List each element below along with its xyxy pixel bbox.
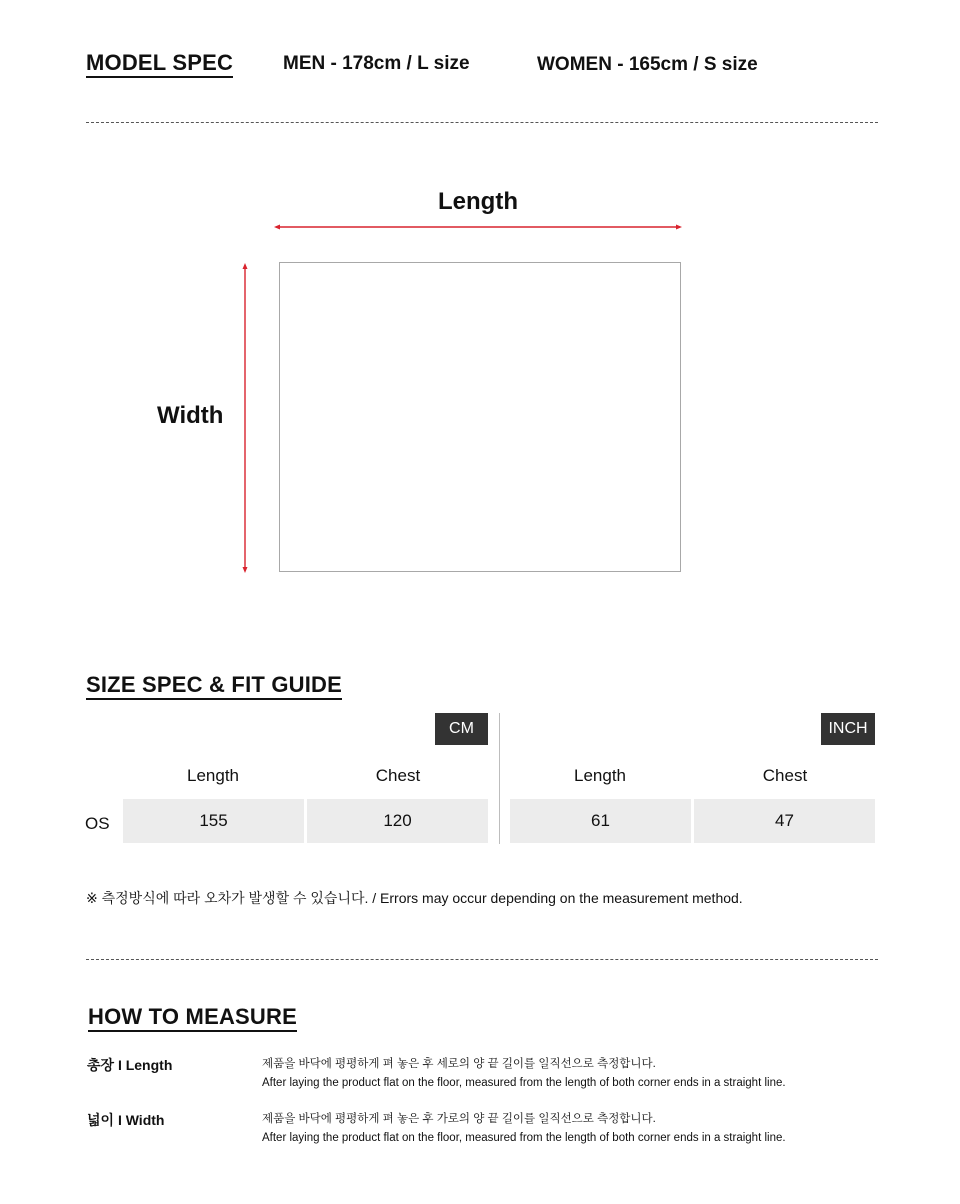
divider-top (86, 122, 878, 123)
width-arrow (238, 260, 252, 576)
table-divider (499, 713, 500, 844)
diagram-width-label: Width (157, 402, 224, 429)
measurement-note: ※ 측정방식에 따라 오차가 발생할 수 있습니다. / Errors may occur depending on the measurement method. (86, 890, 743, 906)
measure-desc-length (262, 1055, 786, 1093)
model-spec-women: WOMEN - 165cm / S size (537, 54, 758, 75)
col-header-inch-length: Length (574, 766, 626, 785)
model-spec-men: MEN - 178cm / L size (283, 53, 470, 74)
garment-outline (279, 262, 681, 572)
diagram-length-label: Length (438, 188, 518, 215)
col-header-cm-length: Length (187, 766, 239, 785)
measure-desc-length-en: After laying the product flat on the floor, measured from the length of both corner ends in a straight line. (262, 1077, 786, 1089)
cell-cm-chest: 120 (307, 799, 488, 843)
col-header-inch-chest: Chest (762, 766, 808, 785)
measure-desc-length-ko: 제품을 바닥에 평평하게 펴 놓은 후 세로의 양 끝 길이를 일직선으로 측정합니다. (262, 1058, 656, 1070)
measure-label-width: 넓이 I Width (87, 1112, 165, 1128)
measure-desc-width-en: After laying the product flat on the floor, measured from the length of both corner ends in a straight line. (262, 1132, 786, 1144)
size-spec-title: SIZE SPEC & FIT GUIDE (86, 672, 342, 700)
cell-inch-length: 61 (510, 799, 691, 843)
unit-badge-cm: CM (435, 713, 488, 745)
length-arrow (270, 220, 686, 234)
divider-bottom (86, 959, 878, 960)
measure-desc-width-ko: 제품을 바닥에 평평하게 펴 놓은 후 가로의 양 끝 길이를 일직선으로 측정합니다. (262, 1113, 656, 1125)
row-label-os: OS (85, 814, 110, 833)
col-header-cm-chest: Chest (375, 766, 421, 785)
unit-badge-inch: INCH (821, 713, 875, 745)
model-spec-title: MODEL SPEC (86, 50, 233, 78)
how-to-measure-title: HOW TO MEASURE (88, 1004, 297, 1032)
cell-inch-chest: 47 (694, 799, 875, 843)
cell-cm-length: 155 (123, 799, 304, 843)
measure-desc-width (262, 1110, 786, 1148)
measure-label-length: 총장 I Length (87, 1057, 173, 1073)
